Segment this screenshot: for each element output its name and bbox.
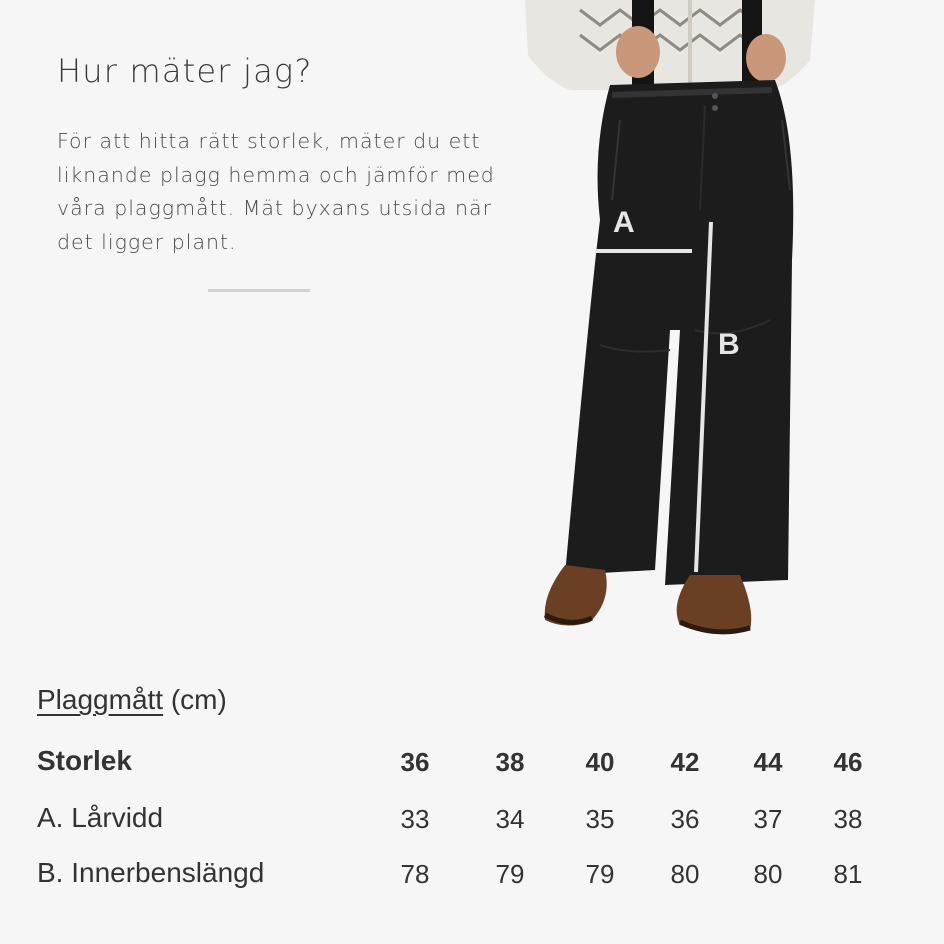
left-hand — [616, 26, 660, 78]
measure-cell: 80 — [670, 859, 700, 889]
row-label: B. Innerbenslängd — [37, 857, 265, 888]
measure-cell: 80 — [753, 859, 783, 889]
row-label: Storlek — [37, 745, 132, 776]
size-cell: 40 — [585, 747, 615, 777]
size-cell: 42 — [670, 747, 700, 777]
measure-cell: 81 — [833, 859, 863, 889]
product-image-ski-pants — [520, 0, 820, 650]
measure-cell: 79 — [585, 859, 615, 889]
size-table-row-innerbenslangd — [0, 857, 944, 897]
measure-cell: 33 — [400, 804, 430, 834]
measure-instructions: För att hitta rätt storlek, mäter du ett liknande plagg hemma och jämför med våra plaggmått. Mät byxans utsida när det ligger plant. — [57, 129, 495, 254]
measure-cell: 37 — [753, 804, 783, 834]
measure-cell: 78 — [400, 859, 430, 889]
marker-b: B — [718, 328, 740, 361]
size-table-header-row — [0, 745, 944, 785]
size-table-title-main: Plaggmått — [37, 684, 164, 715]
measure-cell: 35 — [585, 804, 615, 834]
size-cell: 44 — [753, 747, 783, 777]
measure-cell: 79 — [495, 859, 525, 889]
marker-a: A — [613, 206, 635, 239]
page-title: Hur mäter jag? — [57, 52, 313, 90]
measure-cell: 38 — [833, 804, 863, 834]
size-table-title — [37, 684, 227, 716]
divider — [208, 289, 310, 292]
row-label: A. Lårvidd — [37, 802, 164, 833]
measure-cell: 36 — [670, 804, 700, 834]
ski-pants — [565, 80, 793, 585]
right-hand — [746, 34, 786, 82]
measure-cell: 34 — [495, 804, 525, 834]
size-cell: 46 — [833, 747, 863, 777]
size-cell: 38 — [495, 747, 525, 777]
size-table-row-larvidd — [0, 802, 944, 842]
size-cell: 36 — [400, 747, 430, 777]
size-table-title-unit: (cm) — [163, 684, 227, 715]
